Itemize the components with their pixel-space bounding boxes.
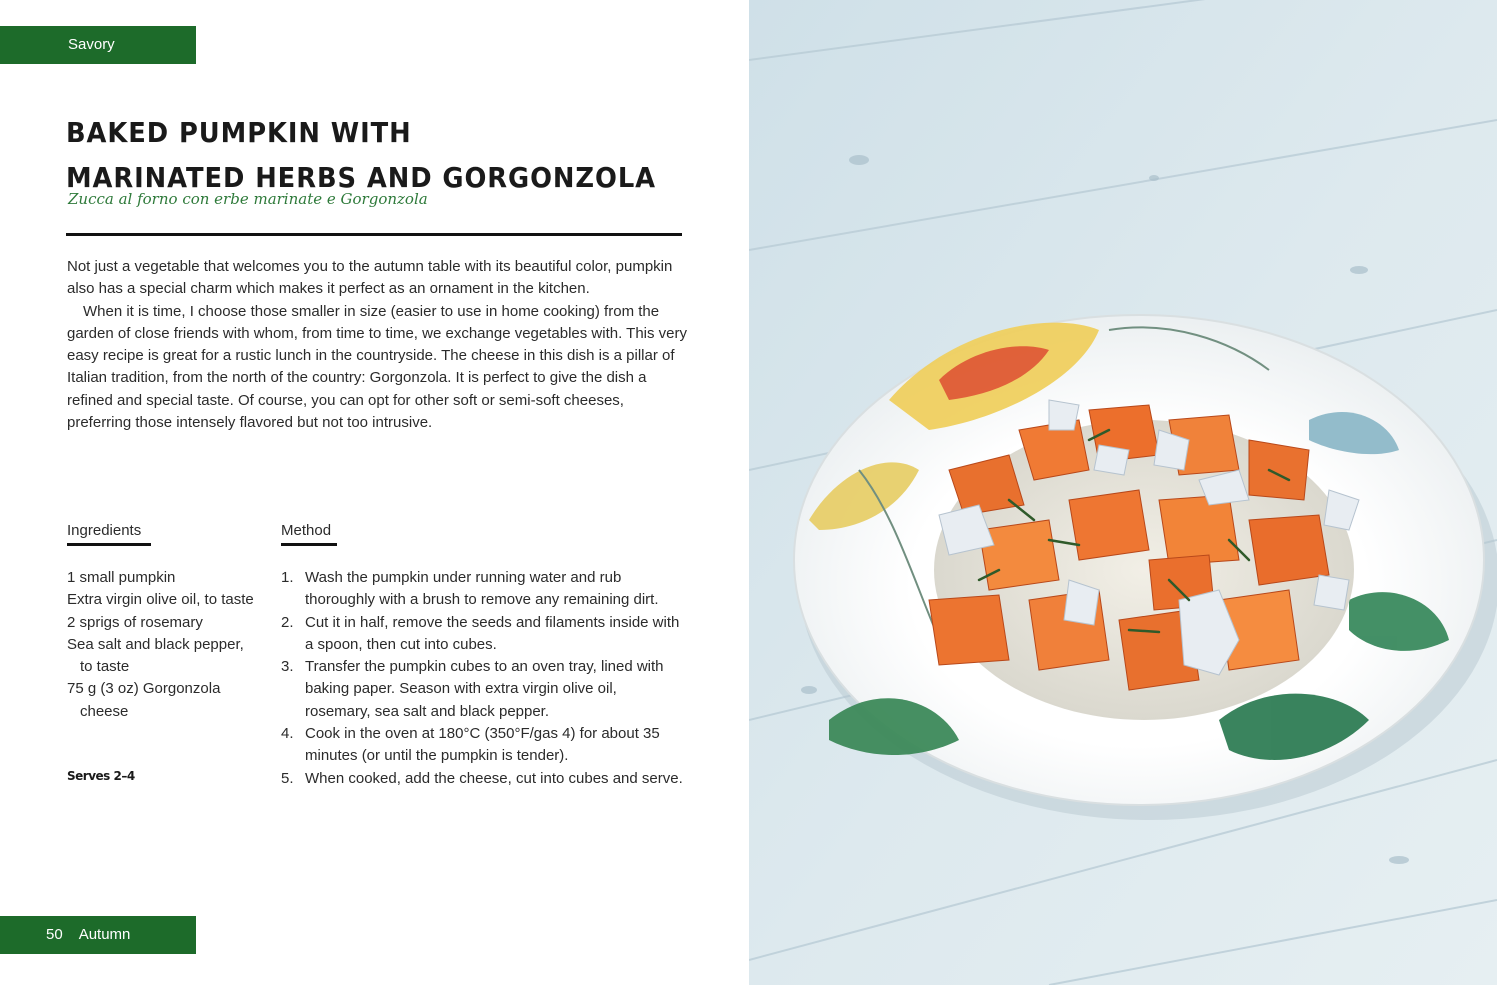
intro-paragraph: Not just a vegetable that welcomes you to the autumn table with its beautiful color, pumpkin also has a special charm which makes it perfect as an ornament in the kitchen.: [67, 258, 673, 298]
ingredients-heading: Ingredients: [67, 522, 151, 546]
step-text: Cut it in half, remove the seeds and filaments inside with a spoon, then cut into cubes.: [305, 613, 680, 653]
footer-tab: [0, 916, 196, 954]
step-text: Transfer the pumpkin cubes to an oven tray, lined with baking paper. Season with extra virgin olive oil, rosemary, sea salt and black pepper.: [305, 658, 664, 720]
dish-photo: [749, 0, 1497, 985]
serves-note: Serves 2–4: [67, 769, 135, 783]
ingredient-item: Sea salt and black pepper, to taste: [67, 635, 244, 676]
recipe-subtitle: Zucca al forno con erbe marinate e Gorgonzola: [68, 190, 428, 208]
title-line-1: BAKED PUMPKIN WITH: [66, 116, 412, 149]
method-heading: Method: [281, 522, 337, 546]
step-text: When cooked, add the cheese, cut into cubes and serve.: [305, 769, 683, 787]
intro-paragraph: When it is time, I choose those smaller in size (easier to use in home cooking) from the garden of close friends with whom, from time to time, we exchange vegetables with. This very easy recipe is great for a rustic lunch in the countryside. The cheese in this dish is a pillar of Italian tradition, from the north of the country: Gorgonzola. It is perfect to give the dish a refined and special taste. Of course, you can opt for other soft or semi-soft cheeses, preferring those intensely flavored but not too intrusive.: [67, 302, 688, 432]
title-divider: [66, 233, 682, 236]
method-step: [281, 723, 686, 768]
ingredient-item: 1 small pumpkin: [67, 569, 176, 586]
method-step: [281, 567, 686, 612]
section-label: Savory: [68, 36, 115, 53]
ingredient-item: 2 sprigs of rosemary: [67, 613, 203, 631]
recipe-title: [66, 110, 655, 200]
step-number: 5.: [281, 769, 294, 787]
section-tab: [0, 26, 196, 64]
chapter-label: Autumn: [78, 926, 131, 943]
step-text: Cook in the oven at 180°C (350°F/gas 4) for about 35 minutes (or until the pumpkin is tender).: [305, 725, 660, 765]
step-number: 1.: [281, 569, 294, 586]
ingredients-list: [67, 567, 257, 723]
page-number: 50: [46, 926, 63, 943]
step-number: 2.: [281, 613, 294, 631]
step-number: 3.: [281, 658, 294, 676]
method-list: [281, 567, 686, 790]
method-step: [281, 612, 686, 657]
intro-text: [67, 256, 687, 434]
ingredient-item: 75 g (3 oz) Gorgonzola cheese: [67, 680, 221, 720]
method-step: [281, 656, 686, 723]
step-number: 4.: [281, 725, 294, 743]
method-step: [281, 768, 686, 790]
title-line-2: MARINATED HERBS AND GORGONZOLA: [66, 161, 657, 194]
step-text: Wash the pumpkin under running water and rub thoroughly with a brush to remove any remaining dirt.: [305, 569, 659, 609]
ingredient-item: Extra virgin olive oil, to taste: [67, 591, 254, 609]
